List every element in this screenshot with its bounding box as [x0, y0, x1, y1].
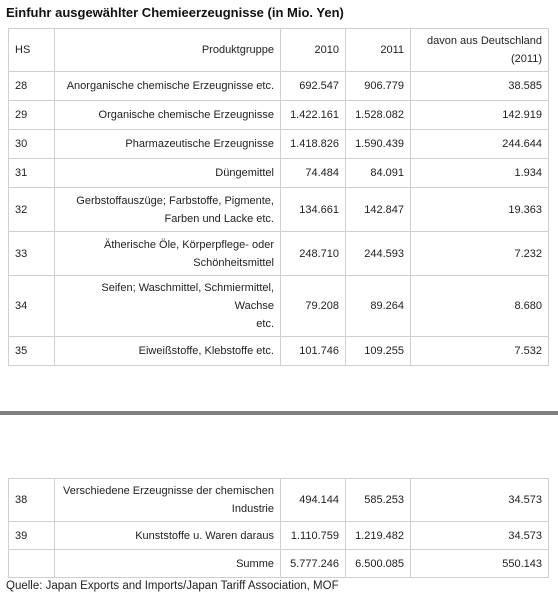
cell-produktgruppe: [55, 276, 281, 337]
cell-2011: 244.593: [346, 232, 411, 276]
cell-hs: 29: [9, 101, 55, 130]
product-line: Kunststoffe u. Waren daraus: [135, 529, 274, 542]
cell-hs: 32: [9, 188, 55, 232]
cell-2010: 1.110.759: [281, 522, 346, 550]
cell-hs: [9, 550, 55, 578]
table-row: [9, 159, 549, 188]
cell-davon-deutschland: 7.232: [411, 232, 549, 276]
column-header-davon-line2: (2011): [511, 53, 542, 65]
product-line: Eiweißstoffe, Klebstoffe etc.: [138, 345, 274, 357]
table-row: [9, 522, 549, 550]
cell-2010: 1.418.826: [281, 130, 346, 159]
cell-2011: 1.590.439: [346, 130, 411, 159]
cell-hs: 35: [9, 337, 55, 366]
column-header-hs: HS: [9, 29, 55, 72]
product-line: Farben und Lacke etc.: [164, 212, 274, 225]
cell-2011: 906.779: [346, 72, 411, 101]
cell-hs: 33: [9, 232, 55, 276]
product-line: Schönheitsmittel: [193, 256, 274, 269]
cell-hs: 39: [9, 522, 55, 550]
table-row: [9, 101, 549, 130]
cell-2010: 248.710: [281, 232, 346, 276]
cell-davon-deutschland: 7.532: [411, 337, 549, 366]
cell-davon-deutschland: 19.363: [411, 188, 549, 232]
cell-2011: 109.255: [346, 337, 411, 366]
cell-hs: 34: [9, 276, 55, 337]
cell-2011: 89.264: [346, 276, 411, 337]
cell-2011: 585.253: [346, 479, 411, 522]
product-line: Organische chemische Erzeugnisse: [98, 109, 274, 121]
product-line: Pharmazeutische Erzeugnisse: [125, 138, 274, 150]
cell-2010: 101.746: [281, 337, 346, 366]
cell-2010: 494.144: [281, 479, 346, 522]
cell-produktgruppe: [55, 232, 281, 276]
cell-2010: 692.547: [281, 72, 346, 101]
cell-hs: 38: [9, 479, 55, 522]
chemicals-import-table: [8, 28, 549, 366]
cell-2011: 1.528.082: [346, 101, 411, 130]
table-row: [9, 130, 549, 159]
column-header-davon-line1: davon aus Deutschland: [427, 35, 542, 47]
cell-davon-deutschland: 1.934: [411, 159, 549, 188]
cell-produktgruppe: [55, 550, 281, 578]
table-header-row: [9, 29, 549, 72]
cell-davon-deutschland: 8.680: [411, 276, 549, 337]
product-line: Gerbstoffauszüge; Farbstoffe, Pigmente,: [76, 194, 274, 207]
table-row: [9, 72, 549, 101]
cell-2010: 79.208: [281, 276, 346, 337]
cell-davon-deutschland: 142.919: [411, 101, 549, 130]
product-line: Industrie: [231, 503, 274, 515]
table-row: [9, 479, 549, 522]
cell-produktgruppe: [55, 159, 281, 188]
chemicals-import-table-continued: [8, 478, 549, 578]
cell-2011: 1.219.482: [346, 522, 411, 550]
cell-davon-deutschland: 38.585: [411, 72, 549, 101]
source-note: Quelle: Japan Exports and Imports/Japan Tariff Association, MOF: [6, 580, 339, 592]
cell-produktgruppe: [55, 72, 281, 101]
cell-2010: 134.661: [281, 188, 346, 232]
cell-2010: 5.777.246: [281, 550, 346, 578]
cell-produktgruppe: [55, 479, 281, 522]
cell-produktgruppe: [55, 101, 281, 130]
cell-2011: 6.500.085: [346, 550, 411, 578]
cell-hs: 31: [9, 159, 55, 188]
product-line: Summe: [236, 557, 274, 570]
column-header-2010: 2010: [281, 29, 346, 72]
table-row: [9, 188, 549, 232]
column-header-davon-deutschland: [411, 29, 549, 72]
column-header-2011: 2011: [346, 29, 411, 72]
product-line: Ätherische Öle, Körperpflege- oder: [104, 238, 274, 251]
table-title: Einfuhr ausgewählter Chemieerzeugnisse (in Mio. Yen): [6, 5, 344, 20]
cell-2010: 1.422.161: [281, 101, 346, 130]
table-row: [9, 232, 549, 276]
cell-hs: 28: [9, 72, 55, 101]
table-row: [9, 276, 549, 337]
cell-2011: 142.847: [346, 188, 411, 232]
cell-produktgruppe: [55, 522, 281, 550]
cell-produktgruppe: [55, 188, 281, 232]
cell-2010: 74.484: [281, 159, 346, 188]
cell-produktgruppe: [55, 337, 281, 366]
cell-davon-deutschland: 244.644: [411, 130, 549, 159]
cell-hs: 30: [9, 130, 55, 159]
cell-davon-deutschland: 34.573: [411, 479, 549, 522]
product-line: Verschiedene Erzeugnisse der chemischen: [63, 485, 274, 497]
product-line: Düngemittel: [215, 167, 274, 179]
table-row: [9, 337, 549, 366]
cell-davon-deutschland: 34.573: [411, 522, 549, 550]
cell-produktgruppe: [55, 130, 281, 159]
cell-davon-deutschland: 550.143: [411, 550, 549, 578]
column-header-produktgruppe: Produktgruppe: [55, 29, 281, 72]
product-line: Anorganische chemische Erzeugnisse etc.: [66, 80, 274, 92]
cell-2011: 84.091: [346, 159, 411, 188]
page-break-divider: [0, 411, 558, 415]
product-line: Seifen; Waschmittel, Schmiermittel, Wachse: [101, 282, 274, 312]
product-line: etc.: [256, 318, 274, 330]
table-row: [9, 550, 549, 578]
